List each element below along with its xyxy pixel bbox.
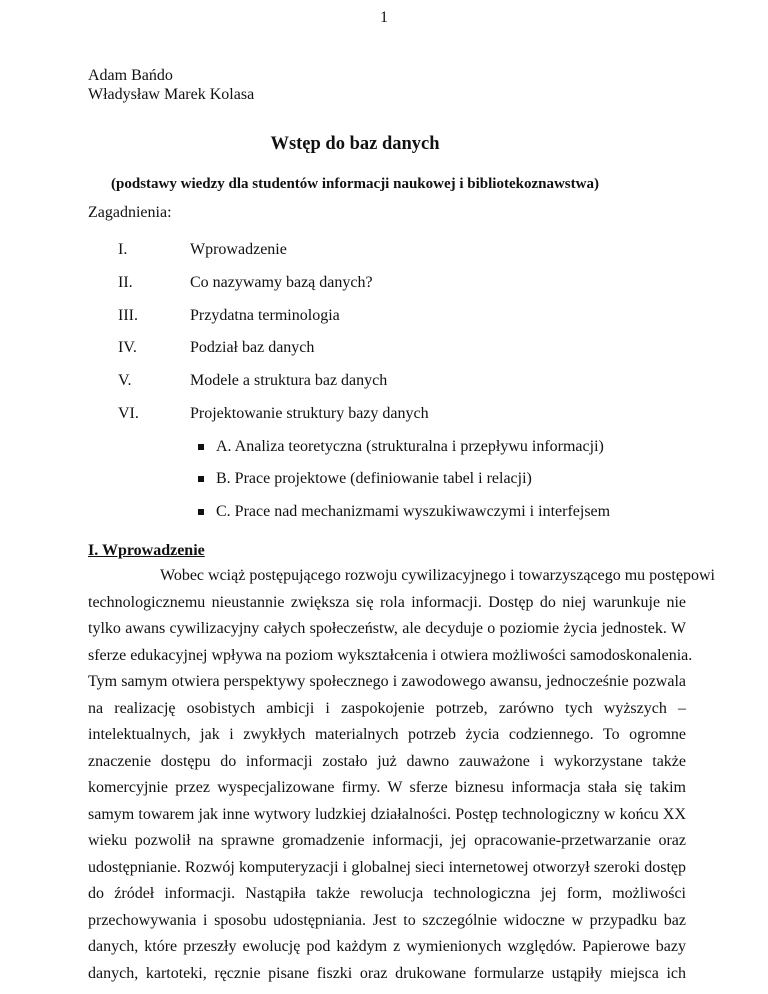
topic-number: II.	[118, 274, 133, 291]
topic-text: Podział baz danych	[190, 339, 315, 356]
square-bullet-icon	[198, 476, 204, 482]
paragraph-line: komercyjnie przez wyspecjalizowane firmy. W sferze biznesu informacja stała się takim	[88, 779, 686, 796]
square-bullet-icon	[198, 444, 204, 450]
section-heading: I. Wprowadzenie	[88, 542, 205, 559]
topic-number: III.	[118, 307, 138, 324]
square-bullet-icon	[198, 509, 204, 515]
paragraph-line: danych, kartoteki, ręcznie pisane fiszki oraz drukowane formularze ustąpiły miejsca ich	[88, 965, 686, 982]
topics-label: Zagadnienia:	[88, 204, 172, 221]
document-title: Wstęp do baz danych	[270, 134, 440, 154]
topic-text: Modele a struktura baz danych	[190, 372, 388, 389]
subtopic-text: C. Prace nad mechanizmami wyszukiwawczymi i interfejsem	[216, 503, 611, 520]
paragraph-line: wieku pozwolił na sprawne gromadzenie informacji, jej opracowanie-przetwarzanie oraz	[88, 832, 686, 849]
author-1: Adam Bańdo	[88, 67, 173, 84]
paragraph-line: technologicznemu nieustannie zwiększa się rola informacji. Dostęp do niej warunkuje nie	[88, 594, 686, 611]
paragraph-line: na realizację osobistych ambicji i zaspokojenie potrzeb, zarówno tych wyższych –	[88, 700, 686, 717]
paragraph-line: przechowywania i sposobu udostępniania. Jest to szczególnie widoczne w przypadku baz	[88, 912, 686, 929]
paragraph-line: Tym samym otwiera perspektywy społecznego i zawodowego awansu, jednocześnie pozwala	[88, 673, 686, 690]
paragraph-line: danych, które przeszły ewolucję pod każdym z wymienionych względów. Papierowe bazy	[88, 938, 686, 955]
document-subtitle: (podstawy wiedzy dla studentów informacji naukowej i bibliotekoznawstwa)	[111, 176, 599, 192]
paragraph-line: tylko awans cywilizacyjny całych społeczeństw, ale decyduje o poziomie życia jednostek. W	[88, 620, 686, 637]
paragraph-line: znaczenie dostępu do informacji zostało już dawno zauważone i wykorzystane także	[88, 753, 686, 770]
topic-text: Co nazywamy bazą danych?	[190, 274, 373, 291]
paragraph-line: do źródeł informacji. Nastąpiła także rewolucja technologiczna jej form, możliwości	[88, 885, 686, 902]
paragraph-line: udostępnianie. Rozwój komputeryzacji i globalnej sieci internetowej otworzył szeroki dostęp	[88, 859, 686, 876]
page-number: 1	[380, 9, 388, 26]
paragraph-line: intelektualnych, jak i zwykłych materialnych potrzeb życia codziennego. To ogromne	[88, 726, 686, 743]
topic-number: VI.	[118, 405, 139, 422]
topic-text: Przydatna terminologia	[190, 307, 340, 324]
topic-number: IV.	[118, 339, 137, 356]
paragraph-line: samym towarem jak inne wytwory ludzkiej działalności. Postęp technologiczny w końcu XX	[88, 806, 686, 823]
topic-number: I.	[118, 241, 128, 258]
topic-text: Projektowanie struktury bazy danych	[190, 405, 429, 422]
subtopic-text: A. Analiza teoretyczna (strukturalna i przepływu informacji)	[216, 438, 604, 455]
topic-text: Wprowadzenie	[190, 241, 287, 258]
author-2: Władysław Marek Kolasa	[88, 86, 255, 103]
paragraph-line: Wobec wciąż postępującego rozwoju cywilizacyjnego i towarzyszącego mu postępowi	[160, 567, 715, 584]
paragraph-line: sferze edukacyjnej wpływa na poziom wykształcenia i otwiera możliwości samodoskonalenia.	[88, 647, 693, 664]
subtopic-text: B. Prace projektowe (definiowanie tabel i relacji)	[216, 470, 532, 487]
topic-number: V.	[118, 372, 132, 389]
